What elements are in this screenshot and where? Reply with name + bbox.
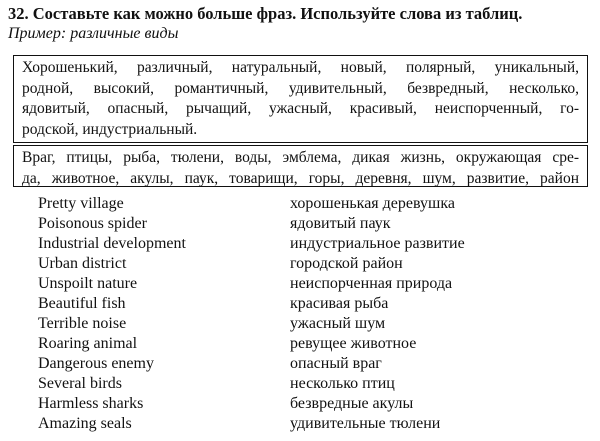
russian-phrase: хорошенькая деревушка: [290, 195, 455, 212]
adjectives-line: ядовитый, опасный, рычащий, ужасный, красивый, неиспорченный, го-: [22, 100, 579, 117]
english-phrase: Beautiful fish: [38, 295, 126, 312]
phrase-pair: [0, 314, 600, 334]
english-phrase: Dangerous enemy: [38, 355, 154, 372]
phrase-pair: [0, 254, 600, 274]
phrase-pair: [0, 414, 600, 434]
task-example: Пример: различные виды: [8, 25, 179, 42]
phrase-pairs-list: [0, 194, 600, 434]
phrase-pair: [0, 194, 600, 214]
english-phrase: Unspoilt nature: [38, 275, 138, 292]
russian-phrase: городской район: [290, 255, 403, 272]
nouns-line: Враг, птицы, рыба, тюлени, воды, эмблема, дикая жизнь, окружающая сре-: [22, 149, 579, 166]
adjectives-line: Хорошенький, различный, натуральный, новый, полярный, уникальный,: [22, 59, 579, 76]
phrase-pair: [0, 334, 600, 354]
nouns-line: да, животное, акулы, паук, товарищи, горы, деревня, шум, развитие, район: [22, 169, 579, 187]
russian-phrase: безвредные акулы: [290, 395, 414, 412]
russian-phrase: несколько птиц: [290, 375, 395, 392]
russian-phrase: ревущее животное: [290, 335, 417, 352]
phrase-pair: [0, 394, 600, 414]
phrase-pair: [0, 294, 600, 314]
russian-phrase: опасный враг: [290, 355, 382, 372]
russian-phrase: красивая рыба: [290, 295, 389, 312]
english-phrase: Urban district: [38, 255, 127, 272]
russian-phrase: неиспорченная природа: [290, 275, 453, 292]
adjectives-box: [13, 55, 588, 143]
task-heading: 32. Составьте как можно больше фраз. Используйте слова из таблиц.: [8, 4, 523, 23]
english-phrase: Poisonous spider: [38, 215, 147, 232]
russian-phrase: индустриальное развитие: [290, 235, 465, 252]
english-phrase: Pretty village: [38, 195, 124, 212]
english-phrase: Industrial development: [38, 235, 186, 252]
adjectives-line: родской, индустриальный.: [22, 120, 198, 138]
phrase-pair: [0, 214, 600, 234]
phrase-pair: [0, 234, 600, 254]
english-phrase: Harmless sharks: [38, 395, 144, 412]
russian-phrase: ужасный шум: [290, 315, 386, 332]
phrase-pair: [0, 374, 600, 394]
english-phrase: Several birds: [38, 375, 122, 392]
phrase-pair: [0, 274, 600, 294]
english-phrase: Amazing seals: [38, 415, 132, 432]
english-phrase: Roaring animal: [38, 335, 138, 352]
phrase-pair: [0, 354, 600, 374]
nouns-box: [13, 145, 588, 187]
english-phrase: Terrible noise: [38, 315, 127, 332]
russian-phrase: ядовитый паук: [290, 215, 391, 232]
russian-phrase: удивительные тюлени: [290, 415, 441, 432]
adjectives-line: родной, высокий, романтичный, удивительный, безвредный, несколько,: [22, 79, 579, 97]
